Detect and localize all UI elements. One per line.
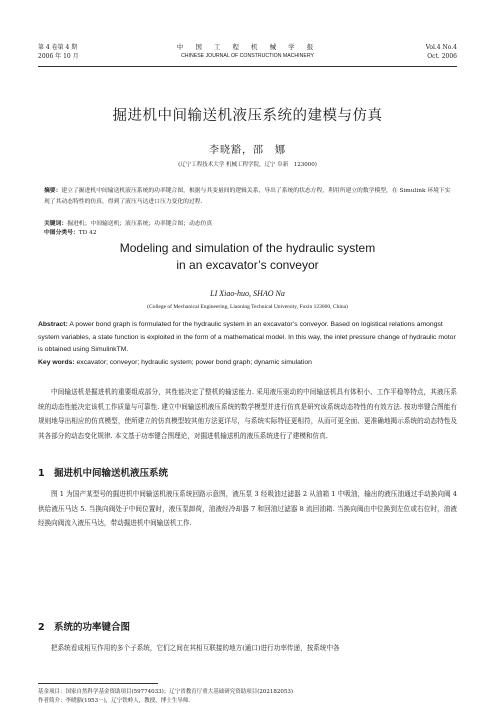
footnote-funding: 基金项目：国家自然科学基金资助项目(59774033)；辽宁省教育厅重大基础研究资助项目(202182053): [38, 689, 294, 695]
abstract-cn-label: 摘要：: [44, 188, 62, 194]
section-2-heading: [38, 619, 130, 633]
keywords-en: [38, 357, 457, 370]
clc-text: TD 42: [78, 230, 97, 236]
authors-en: LI Xiao-huo, SHAO Na: [210, 289, 285, 298]
paper-title-en: [0, 240, 495, 274]
abstract-en-block: [38, 319, 457, 369]
keywords-en-label: Key words:: [38, 358, 75, 366]
section-1-title: 掘进机中间输送机液压系统: [54, 468, 169, 479]
header-rule: [38, 66, 457, 67]
keywords-cn-block: [44, 219, 451, 239]
volume-issue-en: Vol.4 No.4: [425, 44, 457, 51]
abstract-cn: [44, 186, 451, 208]
abstract-cn-text: 建立了掘进机中间输送机液压系统的功率键合图，根据与其变量间的逻辑关系，导出了系统的状态方程，利用所建立的数学模型，在 Simulink 环境下实现了其动态特性的仿真，得到了液压马达进口压力变化的过程.: [44, 188, 451, 205]
paper-title-cn: 掘进机中间输送机液压系统的建模与仿真: [112, 108, 383, 124]
section-2-paragraph: 把系统看成相互作用的多个子系统，它们之间在其相互联接的地方(通口)进行功率传递，按系统中各: [51, 644, 340, 652]
clc-label: 中图分类号：: [44, 230, 79, 236]
journal-name-en: CHINESE JOURNAL OF CONSTRUCTION MACHINERY: [181, 53, 314, 59]
keywords-cn-text: 掘进机；中间输送机；液压系统；功率键合图；动态仿真: [67, 221, 213, 227]
section-1-paragraph: 图 1 为国产某型号的掘进机中间输送机液压系统回路示意图，液压泵 3 经吸油过滤器 2 从油箱 1 中吸油，输出的液压油通过手动换向阀 4 供给液压马达 5. 当换向阀处于中间位置时，液压泵卸荷，油液经冷却器 7 和回油过滤器 8 流回油箱. 当换向阀由中位换到左位或右位时，油液经换向阀流入液压马达，带动掘进机中间输送机工作.: [38, 490, 457, 528]
journal-name: [38, 43, 457, 60]
footnote-author: 作者简介：李晓豁(1953－)，辽宁铁岭人，教授，博士生导师.: [38, 698, 191, 704]
abstract-en: [38, 319, 457, 357]
section-1-heading: [38, 465, 168, 479]
running-header: [38, 43, 457, 63]
paper-title-en-line2: in an excavator’s conveyor: [176, 258, 319, 272]
affiliation-en: (College of Mechanical Engineering, Liaoning Technical University, Fuxin 123000, China): [147, 304, 348, 310]
date-en: Oct. 2006: [427, 53, 457, 60]
date-cn: 2006 年 10 月: [38, 53, 79, 60]
volume-issue-cn: 第 4 卷第 4 期: [38, 44, 78, 51]
affiliation-cn: (辽宁工程技术大学 机械工程学院，辽宁 阜新 123000): [178, 162, 317, 168]
section-2-number: 2: [38, 622, 45, 633]
section-2-title: 系统的功率键合图: [54, 622, 131, 633]
keywords-en-text: excavator; conveyor; hydraulic system; power bond graph; dynamic simulation: [74, 358, 312, 366]
authors-cn: 李晓豁，邵 娜: [209, 145, 286, 156]
paper-title-en-line1: Modeling and simulation of the hydraulic system: [119, 241, 376, 255]
abstract-en-text: A power bond graph is formulated for the hydraulic system in an excavator’s conveyor. Based on logistical relations amongst system variables, a state function is exploited in the form of a mathematical model. In this way, the inlet pressure change of hydraulic motor is obtained using SimulinkTM.: [38, 321, 456, 353]
abstract-en-label: Abstract:: [38, 321, 68, 328]
intro-paragraph: 中间输送机是掘进机的重要组成部分，其性能决定了整机的输送能力. 采用液压驱动的中间输送机具有体积小、工作平稳等特点，其液压系统的动态性能决定该机工作质量与可靠性. 建立中间输送机液压系统的数学模型并进行仿真是研究该系统动态特性的有效方法. 按功率键合图能有规则地导出相应的仿真模型，使所建立的仿真模型较其他方法更详尽，与系统实际特征更相符，从而可更全面、更准确地揭示系统的动态特性及其各部分的动态变化规律. 本文基于功率键合图理论，对掘进机输送机的液压系统进行了建模和仿真.: [38, 388, 457, 440]
keywords-cn-label: 关键词：: [44, 221, 68, 227]
footnote-rule: [38, 683, 158, 684]
section-1-number: 1: [38, 468, 45, 479]
journal-name-cn: 中 国 工 程 机 械 学 报: [176, 43, 319, 51]
issue-info-en: [426, 43, 457, 61]
